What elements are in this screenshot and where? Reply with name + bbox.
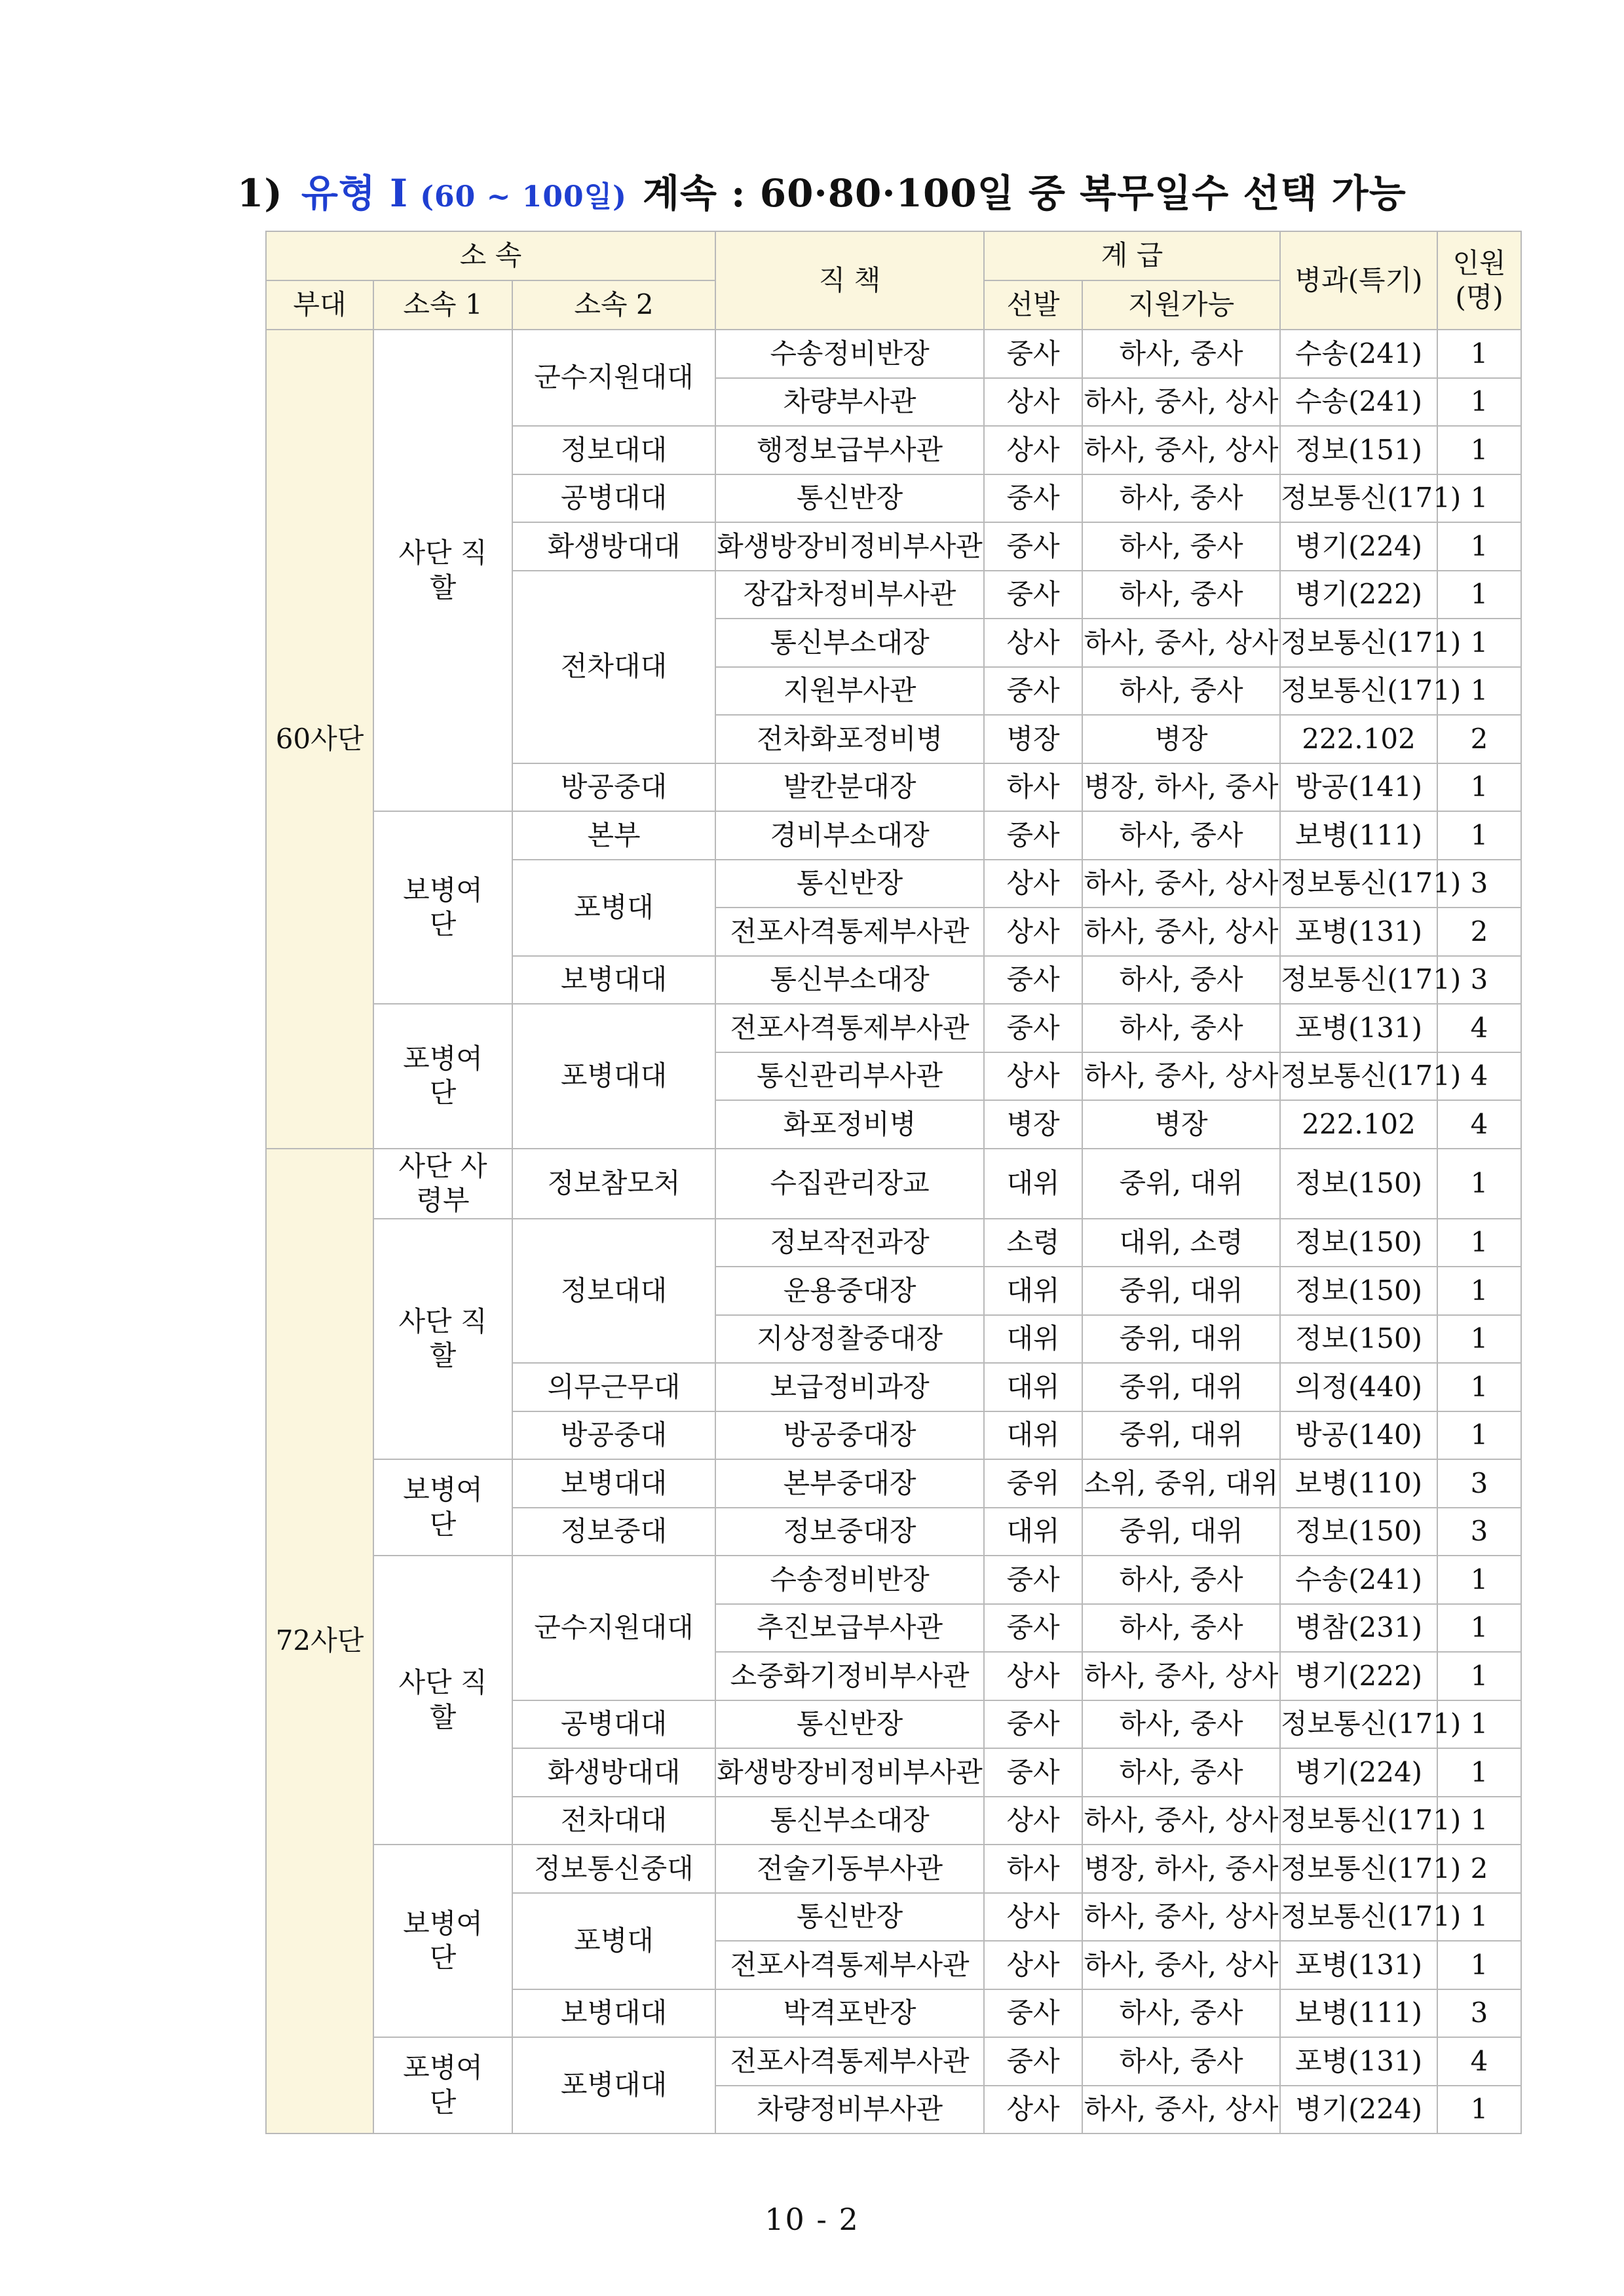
cell-rank: 상사 — [984, 1652, 1082, 1700]
cell-branch: 병기(222) — [1280, 571, 1437, 619]
cell-rank: 상사 — [984, 860, 1082, 908]
cell-sub1: 포병여단 — [373, 2037, 512, 2133]
cell-rank: 상사 — [984, 1052, 1082, 1101]
cell-rank: 상사 — [984, 378, 1082, 427]
cell-rank: 상사 — [984, 1941, 1082, 1989]
cell-eligible: 하사, 중사, 상사 — [1082, 1052, 1280, 1101]
cell-duty: 박격포반장 — [715, 1989, 984, 2038]
cell-rank: 대위 — [984, 1508, 1082, 1556]
cell-branch: 보병(111) — [1280, 811, 1437, 860]
cell-eligible: 병장, 하사, 중사 — [1082, 1845, 1280, 1893]
cell-eligible: 병장, 하사, 중사 — [1082, 763, 1280, 812]
cell-sub1: 사단 직할 — [373, 330, 512, 811]
cell-sub2: 방공중대 — [512, 763, 715, 812]
cell-rank: 대위 — [984, 1315, 1082, 1364]
table-body — [266, 330, 1521, 2133]
cell-duty: 차량부사관 — [715, 378, 984, 427]
cell-rank: 상사 — [984, 908, 1082, 956]
cell-eligible: 하사, 중사, 상사 — [1082, 1652, 1280, 1700]
cell-count: 1 — [1437, 378, 1521, 427]
cell-rank: 중사 — [984, 1700, 1082, 1749]
cell-count: 1 — [1437, 1652, 1521, 1700]
table-row — [266, 811, 1521, 860]
cell-duty: 전포사격통제부사관 — [715, 908, 984, 956]
cell-rank: 상사 — [984, 619, 1082, 667]
cell-rank: 대위 — [984, 1267, 1082, 1315]
cell-eligible: 하사, 중사 — [1082, 474, 1280, 523]
cell-duty: 추진보급부사관 — [715, 1604, 984, 1653]
table-row — [266, 1219, 1521, 1267]
cell-duty: 방공중대장 — [715, 1411, 984, 1460]
cell-sub2: 보병대대 — [512, 956, 715, 1004]
cell-count: 1 — [1437, 1411, 1521, 1460]
cell-rank: 중사 — [984, 956, 1082, 1004]
cell-branch: 포병(131) — [1280, 1941, 1437, 1989]
table-row — [266, 1845, 1521, 1893]
cell-count: 1 — [1437, 619, 1521, 667]
cell-count: 1 — [1437, 1893, 1521, 1942]
cell-branch: 보병(111) — [1280, 1989, 1437, 2038]
cell-duty: 발칸분대장 — [715, 763, 984, 812]
cell-duty: 통신부소대장 — [715, 956, 984, 1004]
cell-duty: 운용중대장 — [715, 1267, 984, 1315]
cell-count: 1 — [1437, 522, 1521, 571]
cell-rank: 하사 — [984, 763, 1082, 812]
cell-count: 1 — [1437, 667, 1521, 716]
cell-eligible: 소위, 중위, 대위 — [1082, 1459, 1280, 1508]
cell-eligible: 하사, 중사 — [1082, 330, 1280, 378]
cell-branch: 수송(241) — [1280, 1556, 1437, 1604]
cell-duty: 전포사격통제부사관 — [715, 1004, 984, 1052]
cell-count: 4 — [1437, 2037, 1521, 2086]
cell-rank: 중사 — [984, 1556, 1082, 1604]
cell-branch: 병참(231) — [1280, 1604, 1437, 1653]
cell-rank: 중사 — [984, 571, 1082, 619]
cell-branch: 방공(140) — [1280, 1411, 1437, 1460]
cell-rank: 중사 — [984, 1989, 1082, 2038]
cell-eligible: 중위, 대위 — [1082, 1411, 1280, 1460]
cell-count: 4 — [1437, 1100, 1521, 1149]
cell-eligible: 하사, 중사, 상사 — [1082, 619, 1280, 667]
cell-branch: 병기(224) — [1280, 522, 1437, 571]
cell-sub1: 사단 직할 — [373, 1219, 512, 1460]
cell-branch: 보병(110) — [1280, 1459, 1437, 1508]
cell-rank: 중사 — [984, 474, 1082, 523]
cell-sub2: 정보대대 — [512, 1219, 715, 1364]
cell-duty: 경비부소대장 — [715, 811, 984, 860]
header-unit: 부대 — [266, 280, 373, 330]
cell-count: 2 — [1437, 715, 1521, 763]
cell-eligible: 하사, 중사 — [1082, 811, 1280, 860]
cell-sub2: 정보통신중대 — [512, 1845, 715, 1893]
cell-rank: 중사 — [984, 2037, 1082, 2086]
table-row — [266, 330, 1521, 378]
cell-eligible: 하사, 중사 — [1082, 1604, 1280, 1653]
cell-count: 1 — [1437, 2086, 1521, 2134]
cell-branch: 방공(141) — [1280, 763, 1437, 812]
header-rank: 계 급 — [984, 231, 1280, 280]
cell-sub1: 보병여단 — [373, 811, 512, 1004]
cell-count: 4 — [1437, 1004, 1521, 1052]
cell-count: 1 — [1437, 1315, 1521, 1364]
cell-branch: 정보통신(171) — [1280, 956, 1437, 1004]
cell-eligible: 병장 — [1082, 715, 1280, 763]
header-affiliation: 소 속 — [266, 231, 715, 280]
cell-count: 2 — [1437, 908, 1521, 956]
header-duty: 직 책 — [715, 231, 984, 330]
cell-eligible: 하사, 중사 — [1082, 2037, 1280, 2086]
cell-count: 1 — [1437, 1604, 1521, 1653]
cell-sub2: 화생방대대 — [512, 1748, 715, 1797]
table-row — [266, 1556, 1521, 1604]
cell-unit: 60사단 — [266, 330, 373, 1149]
cell-sub2: 의무근무대 — [512, 1363, 715, 1411]
cell-sub2: 정보대대 — [512, 426, 715, 474]
cell-branch: 정보(150) — [1280, 1267, 1437, 1315]
cell-duty: 통신관리부사관 — [715, 1052, 984, 1101]
cell-sub2: 군수지원대대 — [512, 1556, 715, 1700]
cell-rank: 중사 — [984, 667, 1082, 716]
cell-rank: 대위 — [984, 1149, 1082, 1219]
cell-eligible: 하사, 중사, 상사 — [1082, 860, 1280, 908]
cell-eligible: 하사, 중사, 상사 — [1082, 1797, 1280, 1845]
cell-rank: 중사 — [984, 811, 1082, 860]
cell-duty: 통신부소대장 — [715, 619, 984, 667]
cell-sub2: 군수지원대대 — [512, 330, 715, 426]
table-row — [266, 1459, 1521, 1508]
cell-branch: 정보통신(171) — [1280, 1845, 1437, 1893]
cell-duty: 본부중대장 — [715, 1459, 984, 1508]
cell-count: 1 — [1437, 1149, 1521, 1219]
cell-duty: 통신반장 — [715, 474, 984, 523]
cell-sub2: 정보참모처 — [512, 1149, 715, 1219]
cell-branch: 포병(131) — [1280, 2037, 1437, 2086]
cell-eligible: 하사, 중사, 상사 — [1082, 2086, 1280, 2134]
cell-branch: 포병(131) — [1280, 908, 1437, 956]
cell-eligible: 대위, 소령 — [1082, 1219, 1280, 1267]
cell-sub1: 사단 직할 — [373, 1556, 512, 1845]
cell-eligible: 하사, 중사 — [1082, 1748, 1280, 1797]
cell-count: 1 — [1437, 1797, 1521, 1845]
header-rank-eligible: 지원가능 — [1082, 280, 1280, 330]
cell-eligible: 하사, 중사 — [1082, 1700, 1280, 1749]
cell-branch: 정보(150) — [1280, 1149, 1437, 1219]
cell-duty: 전술기동부사관 — [715, 1845, 984, 1893]
cell-branch: 정보통신(171) — [1280, 619, 1437, 667]
cell-eligible: 병장 — [1082, 1100, 1280, 1149]
cell-sub1: 포병여단 — [373, 1004, 512, 1149]
cell-sub1: 보병여단 — [373, 1845, 512, 2037]
cell-sub2: 정보중대 — [512, 1508, 715, 1556]
cell-eligible: 중위, 대위 — [1082, 1149, 1280, 1219]
cell-rank: 상사 — [984, 1893, 1082, 1942]
cell-rank: 중사 — [984, 1004, 1082, 1052]
cell-branch: 정보통신(171) — [1280, 667, 1437, 716]
cell-duty: 화생방장비정비부사관 — [715, 522, 984, 571]
cell-branch: 222.102 — [1280, 1100, 1437, 1149]
header-sub1: 소속 1 — [373, 280, 512, 330]
heading-rest: 계속 : 60·80·100일 중 복무일수 선택 가능 — [642, 171, 1407, 216]
page-number: 10 - 2 — [765, 2202, 859, 2237]
cell-duty: 화포정비병 — [715, 1100, 984, 1149]
cell-count: 1 — [1437, 1941, 1521, 1989]
cell-count: 3 — [1437, 956, 1521, 1004]
cell-count: 1 — [1437, 474, 1521, 523]
cell-branch: 정보통신(171) — [1280, 1052, 1437, 1101]
cell-count: 1 — [1437, 1748, 1521, 1797]
cell-duty: 정보작전과장 — [715, 1219, 984, 1267]
cell-rank: 병장 — [984, 715, 1082, 763]
cell-duty: 차량정비부사관 — [715, 2086, 984, 2134]
cell-duty: 지상정찰중대장 — [715, 1315, 984, 1364]
cell-duty: 전차화포정비병 — [715, 715, 984, 763]
cell-branch: 222.102 — [1280, 715, 1437, 763]
cell-rank: 중사 — [984, 330, 1082, 378]
cell-sub2: 전차대대 — [512, 1797, 715, 1845]
cell-count: 3 — [1437, 860, 1521, 908]
cell-sub1: 보병여단 — [373, 1459, 512, 1556]
cell-branch: 병기(224) — [1280, 2086, 1437, 2134]
cell-branch: 병기(224) — [1280, 1748, 1437, 1797]
cell-rank: 상사 — [984, 2086, 1082, 2134]
table-row — [266, 1004, 1521, 1052]
cell-duty: 전포사격통제부사관 — [715, 2037, 984, 2086]
cell-duty: 통신반장 — [715, 860, 984, 908]
cell-duty: 보급정비과장 — [715, 1363, 984, 1411]
cell-sub2: 보병대대 — [512, 1459, 715, 1508]
cell-eligible: 하사, 중사, 상사 — [1082, 1941, 1280, 1989]
cell-sub2: 보병대대 — [512, 1989, 715, 2038]
cell-sub2: 포병대 — [512, 860, 715, 956]
cell-count: 4 — [1437, 1052, 1521, 1101]
cell-branch: 의정(440) — [1280, 1363, 1437, 1411]
cell-branch: 정보통신(171) — [1280, 860, 1437, 908]
cell-eligible: 하사, 중사 — [1082, 667, 1280, 716]
header-count: 인원(명) — [1437, 231, 1521, 330]
table-row — [266, 1149, 1521, 1219]
range-label: (60 ~ 100일) — [420, 180, 627, 214]
cell-sub2: 포병대대 — [512, 2037, 715, 2133]
cell-duty: 수송정비반장 — [715, 1556, 984, 1604]
cell-eligible: 하사, 중사 — [1082, 522, 1280, 571]
cell-duty: 수집관리장교 — [715, 1149, 984, 1219]
cell-duty: 통신반장 — [715, 1893, 984, 1942]
cell-eligible: 하사, 중사 — [1082, 1004, 1280, 1052]
cell-count: 3 — [1437, 1459, 1521, 1508]
header-sub2: 소속 2 — [512, 280, 715, 330]
cell-count: 1 — [1437, 1363, 1521, 1411]
header-rank-selected: 선발 — [984, 280, 1082, 330]
cell-count: 3 — [1437, 1508, 1521, 1556]
cell-duty: 장갑차정비부사관 — [715, 571, 984, 619]
cell-branch: 수송(241) — [1280, 378, 1437, 427]
cell-duty: 지원부사관 — [715, 667, 984, 716]
cell-rank: 병장 — [984, 1100, 1082, 1149]
cell-branch: 정보(151) — [1280, 426, 1437, 474]
cell-rank: 중사 — [984, 1604, 1082, 1653]
cell-eligible: 하사, 중사 — [1082, 1989, 1280, 2038]
cell-duty: 행정보급부사관 — [715, 426, 984, 474]
cell-branch: 포병(131) — [1280, 1004, 1437, 1052]
cell-count: 3 — [1437, 1989, 1521, 2038]
cell-rank: 중사 — [984, 1748, 1082, 1797]
cell-sub2: 방공중대 — [512, 1411, 715, 1460]
cell-sub1: 사단 사령부 — [373, 1149, 512, 1219]
cell-rank: 상사 — [984, 426, 1082, 474]
cell-eligible: 중위, 대위 — [1082, 1315, 1280, 1364]
cell-branch: 정보통신(171) — [1280, 1893, 1437, 1942]
cell-count: 1 — [1437, 1700, 1521, 1749]
cell-branch: 수송(241) — [1280, 330, 1437, 378]
cell-branch: 정보통신(171) — [1280, 1797, 1437, 1845]
cell-duty: 정보중대장 — [715, 1508, 984, 1556]
cell-sub2: 포병대 — [512, 1893, 715, 1989]
cell-eligible: 하사, 중사 — [1082, 1556, 1280, 1604]
cell-duty: 소중화기정비부사관 — [715, 1652, 984, 1700]
cell-eligible: 중위, 대위 — [1082, 1508, 1280, 1556]
cell-eligible: 하사, 중사, 상사 — [1082, 908, 1280, 956]
cell-duty: 통신부소대장 — [715, 1797, 984, 1845]
cell-branch: 병기(222) — [1280, 1652, 1437, 1700]
cell-duty: 화생방장비정비부사관 — [715, 1748, 984, 1797]
cell-rank: 대위 — [984, 1363, 1082, 1411]
cell-count: 1 — [1437, 1556, 1521, 1604]
cell-eligible: 중위, 대위 — [1082, 1363, 1280, 1411]
cell-duty: 수송정비반장 — [715, 330, 984, 378]
section-number: 1) — [237, 171, 283, 216]
cell-count: 1 — [1437, 426, 1521, 474]
cell-count: 1 — [1437, 763, 1521, 812]
cell-eligible: 하사, 중사, 상사 — [1082, 1893, 1280, 1942]
cell-count: 1 — [1437, 1267, 1521, 1315]
cell-eligible: 하사, 중사 — [1082, 956, 1280, 1004]
cell-rank: 상사 — [984, 1797, 1082, 1845]
cell-rank: 중위 — [984, 1459, 1082, 1508]
cell-sub2: 공병대대 — [512, 1700, 715, 1749]
cell-rank: 대위 — [984, 1411, 1082, 1460]
cell-sub2: 포병대대 — [512, 1004, 715, 1149]
cell-duty: 통신반장 — [715, 1700, 984, 1749]
cell-branch: 정보통신(171) — [1280, 474, 1437, 523]
cell-rank: 중사 — [984, 522, 1082, 571]
header-branch: 병과(특기) — [1280, 231, 1437, 330]
cell-branch: 정보(150) — [1280, 1219, 1437, 1267]
cell-count: 1 — [1437, 811, 1521, 860]
cell-count: 1 — [1437, 1219, 1521, 1267]
cell-sub2: 본부 — [512, 811, 715, 860]
table-row — [266, 2037, 1521, 2086]
cell-count: 2 — [1437, 1845, 1521, 1893]
cell-branch: 정보(150) — [1280, 1315, 1437, 1364]
section-heading — [237, 163, 1482, 221]
type-label: 유형 Ⅰ — [301, 171, 409, 216]
cell-count: 1 — [1437, 571, 1521, 619]
cell-sub2: 화생방대대 — [512, 522, 715, 571]
cell-branch: 정보통신(171) — [1280, 1700, 1437, 1749]
cell-eligible: 하사, 중사, 상사 — [1082, 426, 1280, 474]
cell-rank: 소령 — [984, 1219, 1082, 1267]
cell-eligible: 하사, 중사, 상사 — [1082, 378, 1280, 427]
cell-duty: 전포사격통제부사관 — [715, 1941, 984, 1989]
cell-unit: 72사단 — [266, 1149, 373, 2134]
cell-count: 1 — [1437, 330, 1521, 378]
positions-table — [265, 231, 1522, 2134]
cell-branch: 정보(150) — [1280, 1508, 1437, 1556]
cell-eligible: 중위, 대위 — [1082, 1267, 1280, 1315]
cell-rank: 하사 — [984, 1845, 1082, 1893]
cell-sub2: 공병대대 — [512, 474, 715, 523]
cell-sub2: 전차대대 — [512, 571, 715, 763]
cell-eligible: 하사, 중사 — [1082, 571, 1280, 619]
